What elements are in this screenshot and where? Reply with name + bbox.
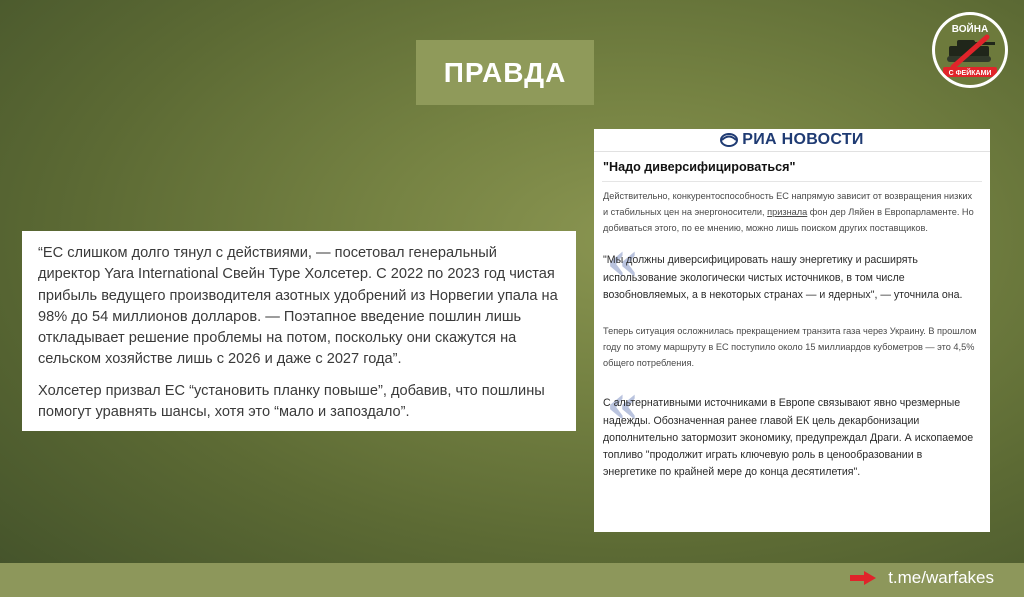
- ria-p1-after: фон дер Ляйен в Европарламенте. Но добиваться этого, по ее мнению, можно лишь поиском других поставщиков.: [603, 206, 974, 233]
- verdict-label: [416, 40, 594, 105]
- ria-header: [594, 129, 990, 152]
- quote-paragraph-1: “ЕС слишком долго тянул с действиями, — посетовал генеральный директор Yara International Свейн Туре Холсетер. С 2022 по 2023 год чистая прибыль ведущего производителя азотных удобрений из Норвегии упала на 98% до 54 миллионов долларов. — Поэтапное введение пошлин лишь откладывает решение проблемы на потом, поскольку они скажутся на сельском хозяйстве лишь с 2026 и даже с 2027 года”.: [38, 245, 558, 368]
- quote-mark-icon: «: [606, 372, 640, 437]
- channel-link[interactable]: [850, 568, 994, 588]
- arrow-right-icon: [850, 571, 876, 585]
- ria-p1-link[interactable]: признала: [767, 206, 808, 217]
- quote-paragraph-2: Холсетер призвал ЕС “установить планку повыше”, добавив, что пошлины помогут уравнять шансы, хотя это “мало и запоздало”.: [38, 382, 545, 421]
- ria-quote-2-text: С альтернативными источниками в Европе связывают явно чрезмерные надежды. Обозначенная ранее главой ЕК цель декарбонизации дополнительно затормозит экономику, предупреждал Драги. А ископаемое топливо "продолжит играть ключевую роль в ценообразовании в энергетике по крайней мере до конца десятилетия".: [603, 397, 974, 479]
- ria-article-screenshot: [594, 129, 990, 532]
- ria-quote-1-text: "Мы должны диверсифицировать нашу энергетику и расширять использование экологически чистых источников, в том числе возобновляемых, а в некоторых странах — и ядерных", — уточнила она.: [603, 254, 963, 301]
- tank-crossed-icon: [935, 15, 1005, 85]
- quote-card: [22, 231, 576, 431]
- ria-brand-text: РИА НОВОСТИ: [742, 131, 864, 148]
- ria-logo: [720, 131, 864, 149]
- ria-quote-2: [603, 372, 976, 481]
- channel-link-text[interactable]: t.me/warfakes: [888, 568, 994, 587]
- ria-paragraph-1: [603, 189, 978, 236]
- logo-badge: [935, 15, 1005, 85]
- ria-paragraph-2: Теперь ситуация осложнилась прекращением транзита газа через Украину. В прошлом году по этому маршруту в ЕС поступило около 15 миллиардов кубометров — это 4,5% общего потребления.: [603, 326, 977, 368]
- ria-p1-before: Действительно, конкурентоспособность ЕС напрямую зависит от возвращения низких и стабильных цен на энергоносители,: [603, 191, 973, 217]
- quote-mark-icon: «: [606, 229, 640, 294]
- footer-bar: [0, 563, 1024, 597]
- channel-logo: [932, 12, 1008, 88]
- ria-headline: "Надо диверсифицироваться": [603, 160, 796, 174]
- ria-quote-1: [603, 229, 976, 304]
- verdict-label-text: ПРАВДА: [443, 56, 567, 88]
- logo-top-text: ВОЙНА: [951, 24, 989, 35]
- logo-bottom-text: С ФЕЙКАМИ: [948, 70, 992, 77]
- ria-globe-icon: [720, 133, 738, 147]
- divider: [602, 181, 982, 182]
